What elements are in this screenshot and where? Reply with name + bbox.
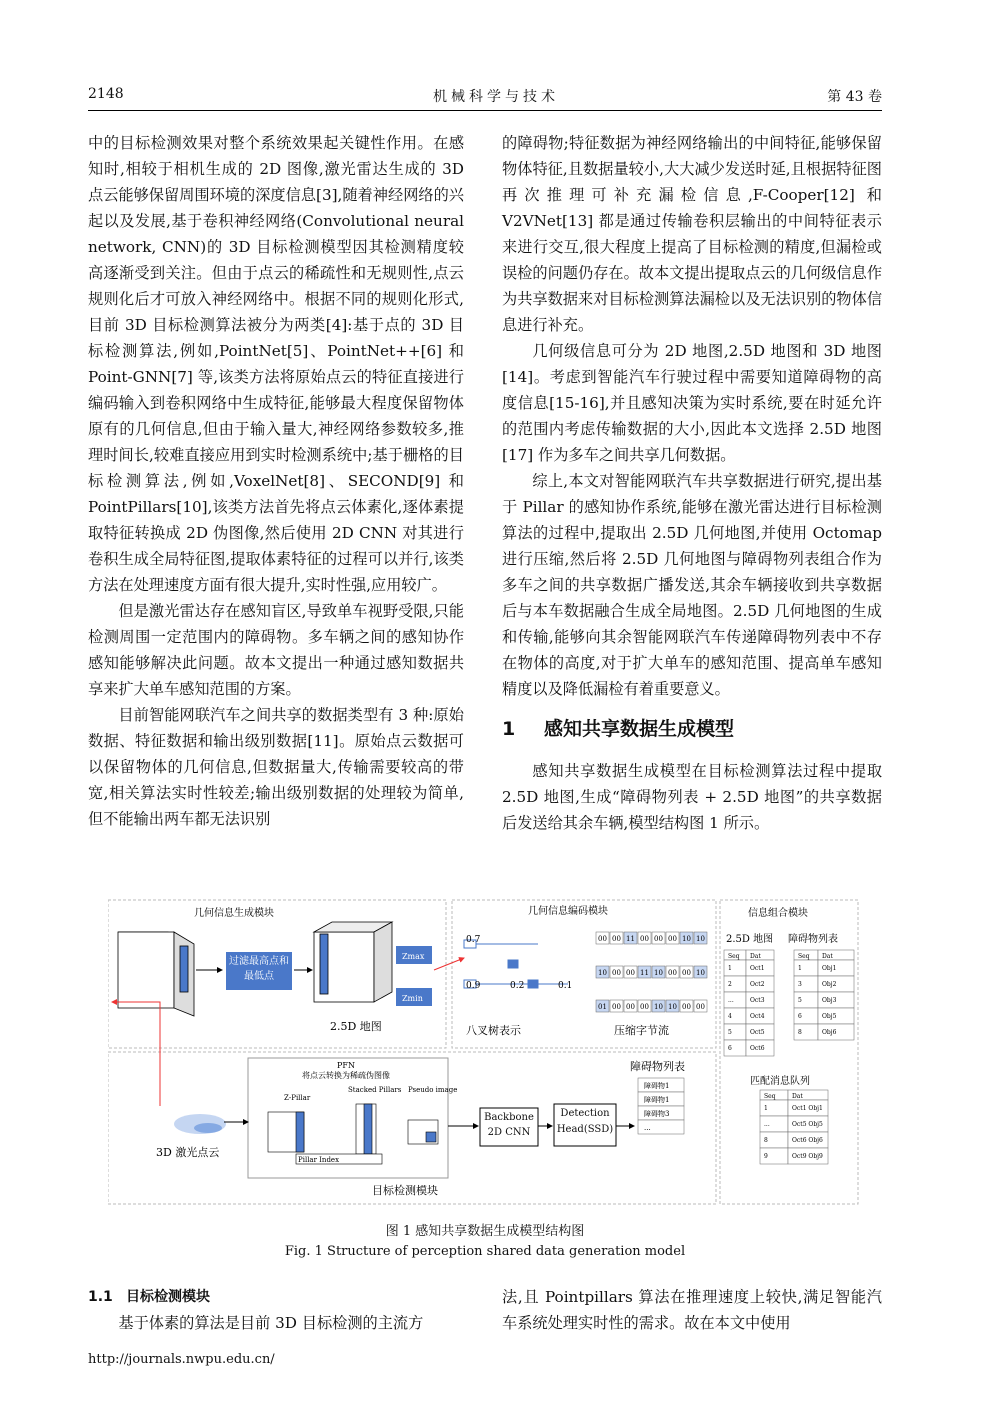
- arrow: [434, 958, 464, 970]
- dat-cell: Obj3: [822, 997, 837, 1004]
- footer-url: http://journals.nwpu.edu.cn/: [88, 1352, 275, 1367]
- para: 目前智能网联汽车之间共享的数据类型有 3 种:原始数据、特征数据和输出级别数据[11]。原始点云数据可以保留物体的几何信息,但数据量大,传输需要较高的带宽,相关算法实时性较差;输出级别数据的处理较为简单,但不能输出两车都无法识别: [88, 706, 464, 828]
- dat-cell: Oct4: [750, 1013, 765, 1020]
- pillar-index-label: Pillar Index: [298, 1156, 340, 1164]
- para: 几何级信息可分为 2D 地图,2.5D 地图和 3D 地图[14]。考虑到智能汽车行驶过程中需要知道障碍物的高度信息[15-16],并且感知决策为实时系统,要在时延允许的范围内考虑传输数据的大小,因此本文选择 2.5D 地图[17] 作为多车之间共享几何数据。: [502, 342, 882, 464]
- bit-cell: 10: [682, 935, 691, 943]
- seq-head: Seq: [798, 953, 810, 960]
- obs-item: 障碍物1: [644, 1082, 670, 1090]
- backbone-label: Backbone 2D CNN: [484, 1112, 534, 1138]
- dat-cell: Oct3: [750, 997, 765, 1004]
- dat-cell: Obj2: [822, 981, 837, 988]
- zmax-label: Zmax: [402, 952, 425, 961]
- seq-cell: 5: [798, 997, 802, 1004]
- dat-head: Dat: [822, 953, 833, 960]
- seq-cell: 1: [798, 965, 802, 972]
- oct-val: 0.1: [558, 981, 573, 991]
- right-column: [502, 130, 882, 836]
- cloud-label: 3D 激光点云: [156, 1146, 220, 1159]
- seq-cell: 2: [728, 981, 732, 988]
- section-heading: 1 感知共享数据生成模型: [502, 718, 735, 740]
- zpillar-label: Z-Pillar: [284, 1094, 311, 1102]
- left-column: [88, 130, 464, 832]
- oct-val: 0.2: [510, 981, 525, 991]
- pfn-label: PFN: [337, 1061, 355, 1070]
- seq-cell: ...: [728, 997, 734, 1004]
- seq-cell: 1: [728, 965, 732, 972]
- seq-cell: 3: [798, 981, 802, 988]
- bit-cell: 00: [612, 969, 621, 977]
- journal-title: 机械科学与技术: [433, 89, 559, 105]
- map25-label: 2.5D 地图: [330, 1020, 382, 1033]
- para: 感知共享数据生成模型在目标检测算法过程中提取 2.5D 地图,生成“障碍物列表 + 2.5D 地图”的共享数据后发送给其余车辆,模型结构图 1 所示。: [502, 762, 882, 832]
- bit-cell: 10: [654, 969, 663, 977]
- filter-label: 过滤最高点和最低点: [229, 956, 289, 982]
- pseudo-label: Pseudo image: [408, 1086, 458, 1094]
- obs-items: [638, 1078, 684, 1134]
- seq-cell: 4: [728, 1013, 732, 1020]
- bit-cell: 01: [598, 1003, 607, 1011]
- dat-cell: Oct6: [750, 1045, 765, 1052]
- obs-list-col: 障碍物列表: [788, 934, 838, 945]
- obs-item: 障碍物3: [644, 1110, 670, 1118]
- bit-cell: 11: [640, 969, 649, 977]
- detection-label: Detection Head(SSD): [556, 1108, 614, 1135]
- map25-col: 2.5D 地图: [726, 934, 774, 945]
- bit-cell: 11: [626, 935, 635, 943]
- bit-cell: 00: [682, 969, 691, 977]
- dat-cell: Oct6 Obj6: [792, 1137, 823, 1144]
- para: 但是激光雷达存在感知盲区,导致单车视野受限,只能检测周围一定范围内的障碍物。多车辆之间的感知协作感知能够解决此问题。故本文提出一种通过感知数据共享来扩大单车感知范围的方案。: [88, 602, 464, 698]
- bit-cell: 10: [654, 1003, 663, 1011]
- bit-cell: 00: [668, 969, 677, 977]
- zmin-label: Zmin: [402, 994, 423, 1003]
- dat-cell: Oct9 Obj9: [792, 1153, 823, 1160]
- pfn-sub: 将点云转换为稀疏伪图像: [302, 1071, 390, 1080]
- caption-en: Fig. 1 Structure of perception shared data generation model: [284, 1244, 686, 1259]
- para: 基于体素的算法是目前 3D 目标检测的主流方: [118, 1314, 424, 1332]
- bit-cell: 00: [654, 935, 663, 943]
- dat-cell: Oct5: [750, 1029, 765, 1036]
- bit-cell: 00: [640, 1003, 649, 1011]
- seq-cell: 6: [728, 1045, 732, 1052]
- oct-val: 0.9: [466, 981, 481, 991]
- bit-cell: 00: [682, 1003, 691, 1011]
- bit-cell: 00: [626, 1003, 635, 1011]
- bit-cell: 00: [612, 1003, 621, 1011]
- bit-cell: 10: [668, 1003, 677, 1011]
- seq-head: Seq: [728, 953, 740, 960]
- obs-list2-label: 障碍物列表: [630, 1060, 685, 1073]
- bit-cell: 00: [696, 1003, 705, 1011]
- bit-cell: 10: [696, 969, 705, 977]
- dat-cell: Obj5: [822, 1013, 837, 1020]
- seq-cell: 5: [728, 1029, 732, 1036]
- para: 法,且 Pointpillars 算法在推理速度上较快,满足智能汽车系统处理实时性的需求。故在本文中使用: [502, 1288, 882, 1332]
- octree-label: 八叉树表示: [466, 1024, 521, 1037]
- obs-item: 障碍物1: [644, 1096, 670, 1104]
- info-comb-label: 信息组合模块: [748, 908, 808, 919]
- queue-table: [760, 1090, 828, 1164]
- seq-cell: 6: [798, 1013, 802, 1020]
- arrow: [112, 1002, 160, 1106]
- seq-cell: 9: [764, 1153, 768, 1160]
- geo-gen-label: 几何信息生成模块: [194, 908, 274, 919]
- seq-head: Seq: [764, 1093, 776, 1100]
- bit-cell: 10: [598, 969, 607, 977]
- dat-cell: Oct2: [750, 981, 765, 988]
- left-bottom: [88, 1284, 464, 1336]
- dat-cell: Oct1: [750, 965, 765, 972]
- bit-cell: 00: [612, 935, 621, 943]
- seq-cell: ...: [764, 1121, 770, 1128]
- para: 的障碍物;特征数据为神经网络输出的中间特征,能够保留物体特征,且数据量较小,大大减少发送时延,且根据特征图再次推理可补充漏检信息,F-Cooper[12] 和 V2VNet[13] 都是通过传输卷积层输出的中间特征表示来进行交互,很大程度上提高了目标检测的精度,但漏检或误检的问题仍存在。故本文提出提取点云的几何级信息作为共享数据来对目标检测算法漏检以及无法识别的物体信息进行补充。: [502, 134, 882, 334]
- header-rule: [88, 110, 882, 111]
- dat-head: Dat: [792, 1093, 803, 1100]
- bit-cell: 10: [696, 935, 705, 943]
- det-module-label: 目标检测模块: [372, 1184, 438, 1197]
- left-table: [724, 950, 774, 1056]
- lidar-cube: [118, 932, 194, 1016]
- subsection-heading: 1.1 目标检测模块: [88, 1289, 210, 1305]
- bit-cell: 00: [640, 935, 649, 943]
- page-number: 2148: [88, 86, 124, 102]
- dat-cell: Oct5 Obj5: [792, 1121, 823, 1128]
- pillar-cube: [314, 922, 392, 1002]
- bit-cell: 00: [668, 935, 677, 943]
- geo-enc-label: 几何信息编码模块: [528, 906, 608, 917]
- seq-cell: 8: [798, 1029, 802, 1036]
- para: 中的目标检测效果对整个系统效果起关键性作用。在感知时,相较于相机生成的 2D 图像,激光雷达生成的 3D 点云能够保留周围环境的深度信息[3],随着神经网络的兴起以及发展,基于卷积神经网络(Convolutional neural network, CNN)的 3D 目标检测模型因其检测精度较高逐渐受到关注。但由于点云的稀疏性和无规则性,点云规则化后才可放入神经网络中。根据不同的规则化形式,目前 3D 目标检测算法被分为两类[4]:基于点的 3D 目标检测算法,例如,PointNet[5]、PointNet++[6] 和 Point-GNN[7] 等,该类方法将原始点云的特征直接进行编码输入到卷积网络中生成特征,能够最大程度保留物体原有的几何信息,但由于输入量大,神经网络参数较多,推理时间长,较难直接应用到实时检测系统中;基于栅格的目标检测算法,例如,VoxelNet[8]、SECOND[9] 和 PointPillars[10],该类方法首先将点云体素化,逐体素提取特征转换成 2D 伪图像,然后使用 2D CNN 对其进行卷积生成全局特征图,提取体素特征的过程可以并行,该类方法在处理速度方面有很大提升,实时性强,应用较广。: [88, 134, 464, 594]
- right-table: [794, 950, 854, 1040]
- point-cloud: [174, 1114, 226, 1134]
- bit-rows: [596, 932, 707, 1012]
- stacked-label: Stacked Pillars: [348, 1086, 402, 1094]
- para: 综上,本文对智能网联汽车共享数据进行研究,提出基于 Pillar 的感知协作系统,能够在激光雷达进行目标检测算法的过程中,提取出 2.5D 几何地图,并使用 Octomap 进行压缩,然后将 2.5D 几何地图与障碍物列表组合作为多车之间的共享数据广播发送,其余车辆接收到共享数据后与本车数据融合生成全局地图。2.5D 几何地图的生成和传输,能够向其余智能网联汽车传递障碍物列表中不存在物体的高度,对于扩大单车的感知范围、提高单车感知精度以及降低漏检有着重要意义。: [502, 472, 882, 698]
- dat-head: Dat: [750, 953, 761, 960]
- volume: 第 43 卷: [827, 89, 882, 105]
- bit-cell: 00: [626, 969, 635, 977]
- dat-cell: Obj6: [822, 1029, 837, 1036]
- bit-cell: 00: [598, 935, 607, 943]
- obs-item: ...: [644, 1124, 651, 1132]
- dat-cell: Oct1 Obj1: [792, 1105, 823, 1112]
- oct-val: 0.7: [466, 935, 481, 945]
- right-bottom: [502, 1284, 882, 1336]
- bytestream-label: 压缩字节流: [614, 1024, 669, 1037]
- match-queue-label: 匹配消息队列: [750, 1076, 810, 1087]
- dat-cell: Obj1: [822, 965, 837, 972]
- seq-cell: 1: [764, 1105, 768, 1112]
- caption-cn: 图 1 感知共享数据生成模型结构图: [385, 1224, 585, 1239]
- figure-1: [108, 898, 860, 1206]
- seq-cell: 8: [764, 1137, 768, 1144]
